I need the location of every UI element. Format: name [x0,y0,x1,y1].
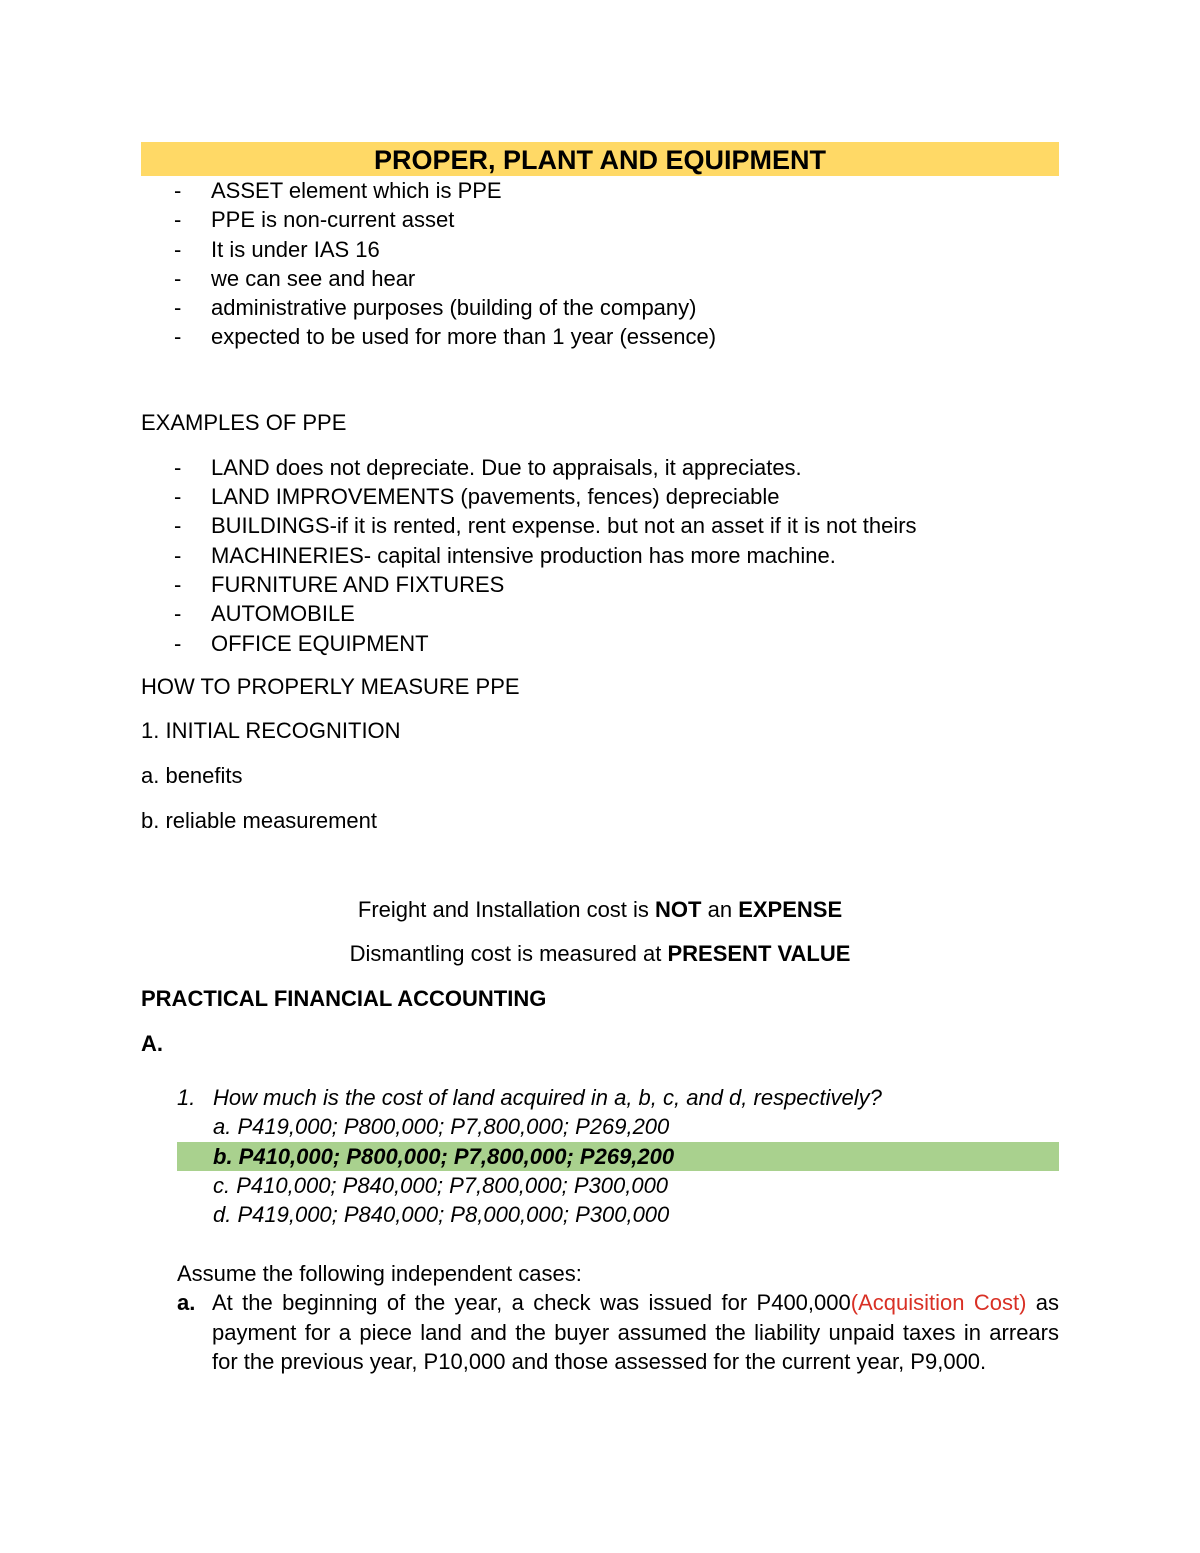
list-item: - expected to be used for more than 1 year (essence) [141,322,1059,351]
list-item: - LAND does not depreciate. Due to appraisals, it appreciates. [141,453,1059,482]
list-item: - MACHINERIES- capital intensive production has more machine. [141,541,1059,570]
list-item: - PPE is non-current asset [141,205,1059,234]
freight-note-not: NOT [655,896,702,922]
question-number: 1. [177,1085,196,1110]
intro-bullet-list [141,176,1059,352]
list-item: - It is under IAS 16 [141,235,1059,264]
section-label: A. [141,1030,163,1056]
examples-bullet-list [141,453,1059,658]
list-item: - BUILDINGS-if it is rented, rent expense. but not an asset if it is not theirs [141,511,1059,540]
freight-note-mid: an [701,896,739,922]
dismantling-note-text: Dismantling cost is measured at [349,940,668,966]
list-item: - administrative purposes (building of the company) [141,293,1059,322]
freight-note-text: Freight and Installation cost is [357,896,656,922]
list-item: - OFFICE EQUIPMENT [141,629,1059,658]
case-a-letter: a. [177,1290,196,1315]
page-title: PROPER, PLANT AND EQUIPMENT [141,142,1059,176]
criteria-benefits: a. benefits [141,762,243,788]
question-block [177,1083,1059,1229]
option-d: d. P419,000; P840,000; P8,000,000; P300,000 [213,1202,670,1228]
freight-note-expense: EXPENSE [738,896,843,922]
list-item: - LAND IMPROVEMENTS (pavements, fences) depreciable [141,482,1059,511]
list-item: - we can see and hear [141,264,1059,293]
option-b-correct: b. P410,000; P800,000; P7,800,000; P269,200 [177,1142,1059,1171]
list-item: - FURNITURE AND FIXTURES [141,570,1059,599]
question-text: How much is the cost of land acquired in a, b, c, and d, respectively? [213,1085,882,1110]
case-a-text-continued: as payment for a piece land and the buyer assumed the liability unpaid taxes in arrears for the previous year, P10,000 and those assessed for the current year, P9,000. [212,1290,1060,1374]
dismantling-note-present-value: PRESENT VALUE [667,940,851,966]
option-a: a. P419,000; P800,000; P7,800,000; P269,200 [213,1114,670,1140]
document-page [141,142,1060,1374]
criteria-reliable-measurement: b. reliable measurement [141,807,378,833]
case-a [177,1288,1059,1377]
case-a-acquisition-cost: (Acquisition Cost) [850,1290,1027,1315]
initial-recognition-heading: 1. INITIAL RECOGNITION [141,717,401,743]
practical-heading: PRACTICAL FINANCIAL ACCOUNTING [141,985,547,1011]
case-block [177,1259,1059,1377]
freight-note [141,895,1059,924]
assume-line: Assume the following independent cases: [177,1261,582,1286]
examples-heading: EXAMPLES OF PPE [141,409,347,435]
list-item: - ASSET element which is PPE [141,176,1059,205]
list-item: - AUTOMOBILE [141,599,1059,628]
question-line [177,1083,1059,1112]
measure-heading: HOW TO PROPERLY MEASURE PPE [141,673,520,699]
case-a-text: At the beginning of the year, a check was issued for P400,000 [212,1290,851,1315]
dismantling-note [141,939,1059,968]
option-c: c. P410,000; P840,000; P7,800,000; P300,000 [213,1172,669,1198]
